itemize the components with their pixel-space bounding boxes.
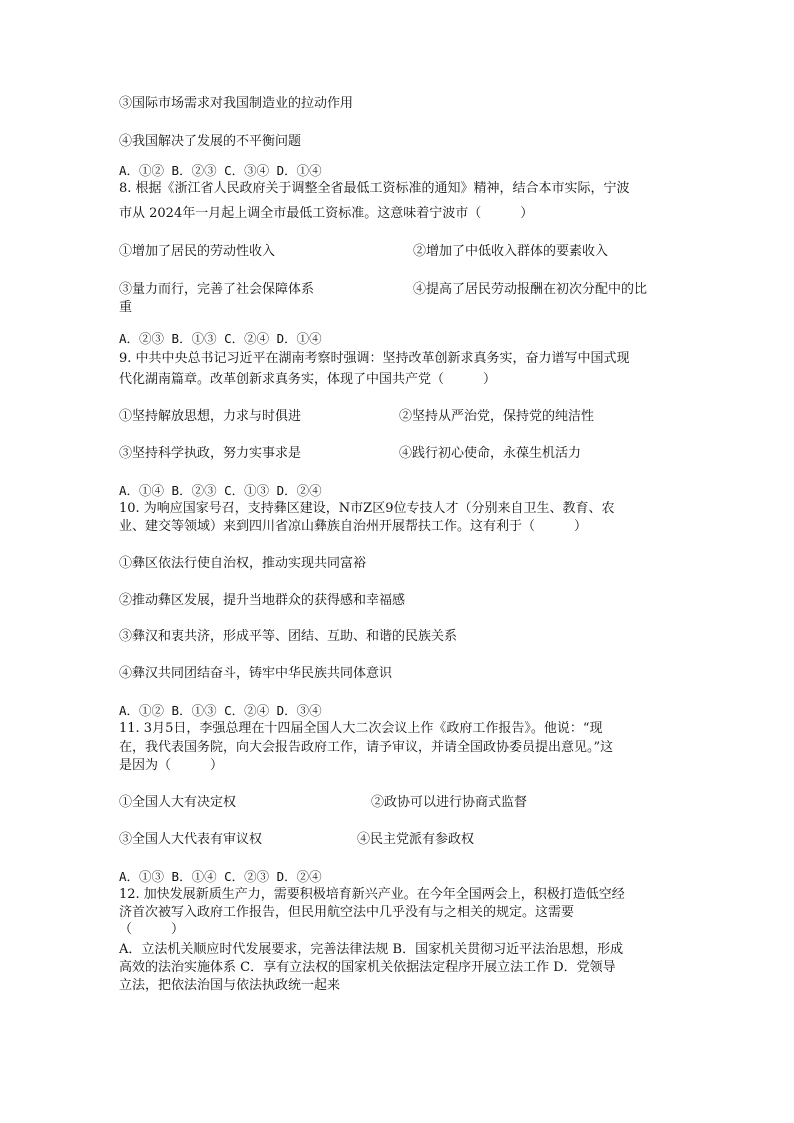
- q11-options-row-1: [119, 794, 528, 812]
- q10-option-1: ①彝区依法行使自治权，推动实现共同富裕: [119, 556, 367, 571]
- q11-options-row-2: [119, 831, 475, 849]
- q11-answer-choices: A．①③ B．①④ C．②③ D．②④: [119, 869, 322, 884]
- q10-stem-line-1: 10. 为响应国家号召，支持彝区建设，N市Z区9位专技人才（分别来自卫生、教育、农: [119, 501, 615, 516]
- q10-stem-line-2: 业、建交等领域）来到四川省凉山彝族自治州开展帮扶工作。这有利于（ ）: [119, 519, 588, 534]
- q10-option-3: ③彝汉和衷共济，形成平等、团结、互助、和谐的民族关系: [119, 629, 458, 644]
- q8-answer-choices: A．②③ B．①③ C．②④ D．①④: [119, 331, 322, 346]
- q10-option-2: ②推动彝区发展，提升当地群众的获得感和幸福感: [119, 593, 406, 608]
- q9-stem-line-2: 代化湖南篇章。改革创新求真务实，体现了中国共产党（ ）: [119, 372, 497, 387]
- q9-answer-choices: A．①④ B．②③ C．①③ D．②④: [119, 483, 322, 498]
- q9-option-3: ③坚持科学执政，努力实事求是: [119, 446, 302, 461]
- q12-answers-line-2: 高效的法治实施体系 C．享有立法权的国家机关依据法定程序开展立法工作 D．党领导: [119, 960, 616, 975]
- q8-option-4: ④提高了居民劳动报酬在初次分配中的比: [413, 282, 648, 297]
- q9-option-1: ①坚持解放思想，力求与时俱进: [119, 409, 302, 424]
- q12-stem-line-3: （ ）: [119, 922, 185, 937]
- q8-option-1: ①增加了居民的劳动性收入: [119, 244, 276, 259]
- q8-option-3: ③量力而行，完善了社会保障体系: [119, 282, 315, 297]
- q9-option-4: ④践行初心使命，永葆生机活力: [399, 446, 582, 461]
- q7-option-4: ④我国解决了发展的不平衡问题: [119, 134, 302, 149]
- q11-option-4: ④民主党派有参政权: [357, 832, 475, 847]
- q11-option-1: ①全国人大有决定权: [119, 795, 237, 810]
- q12-stem-line-1: 12. 加快发展新质生产力，需要积极培育新兴产业。在今年全国两会上，积极打造低空经: [119, 887, 625, 902]
- q10-option-4: ④彝汉共同团结奋斗，铸牢中华民族共同体意识: [119, 666, 393, 681]
- q12-answers-line-1: A．立法机关顺应时代发展要求，完善法律法规 B．国家机关贯彻习近平法治思想，形成: [119, 942, 624, 957]
- q11-stem-line-1: 11. 3月5日，李强总理在十四届全国人大二次会议上作《政府工作报告》。他说：“现: [119, 721, 603, 736]
- q11-stem-line-3: 是因为（ ）: [119, 758, 224, 773]
- q9-option-2: ②坚持从严治党，保持党的纯洁性: [399, 409, 595, 424]
- q8-option-2: ②增加了中低收入群体的要素收入: [413, 244, 609, 259]
- q8-stem-line-1: 8. 根据《浙江省人民政府关于调整全省最低工资标准的通知》精神，结合本市实际，宁波: [119, 181, 630, 196]
- q11-option-2: ②政协可以进行协商式监督: [371, 795, 528, 810]
- q9-stem-line-1: 9. 中共中央总书记习近平在湖南考察时强调：坚持改革创新求真务实，奋力谱写中国式现: [119, 351, 630, 366]
- q11-option-3: ③全国人大代表有审议权: [119, 832, 263, 847]
- q8-stem-line-2: 市从 2024年一月起上调全市最低工资标准。这意味着宁波市（ ）: [119, 206, 534, 221]
- q9-options-row-2: [119, 445, 582, 463]
- q12-stem-line-2: 济首次被写入政府工作报告，但民用航空法中几乎没有与之相关的规定。这需要: [119, 905, 575, 920]
- q12-answers-line-3: 立法，把依法治国与依法执政统一起来: [119, 978, 341, 993]
- q7-option-3: ③国际市场需求对我国制造业的拉动作用: [119, 96, 354, 111]
- q8-options-row-1: [119, 243, 609, 261]
- q7-answer-choices: A．①② B．②③ C．③④ D．①④: [119, 163, 322, 178]
- q8-options-row-2: [119, 281, 648, 299]
- q8-option-4-wrap: 重: [119, 300, 133, 315]
- q9-options-row-1: [119, 408, 595, 426]
- q10-answer-choices: A．①② B．①③ C．②④ D．③④: [119, 703, 322, 718]
- q11-stem-line-2: 在，我代表国务院，向大会报告政府工作，请予审议，并请全国政协委员提出意见。”这: [119, 740, 614, 755]
